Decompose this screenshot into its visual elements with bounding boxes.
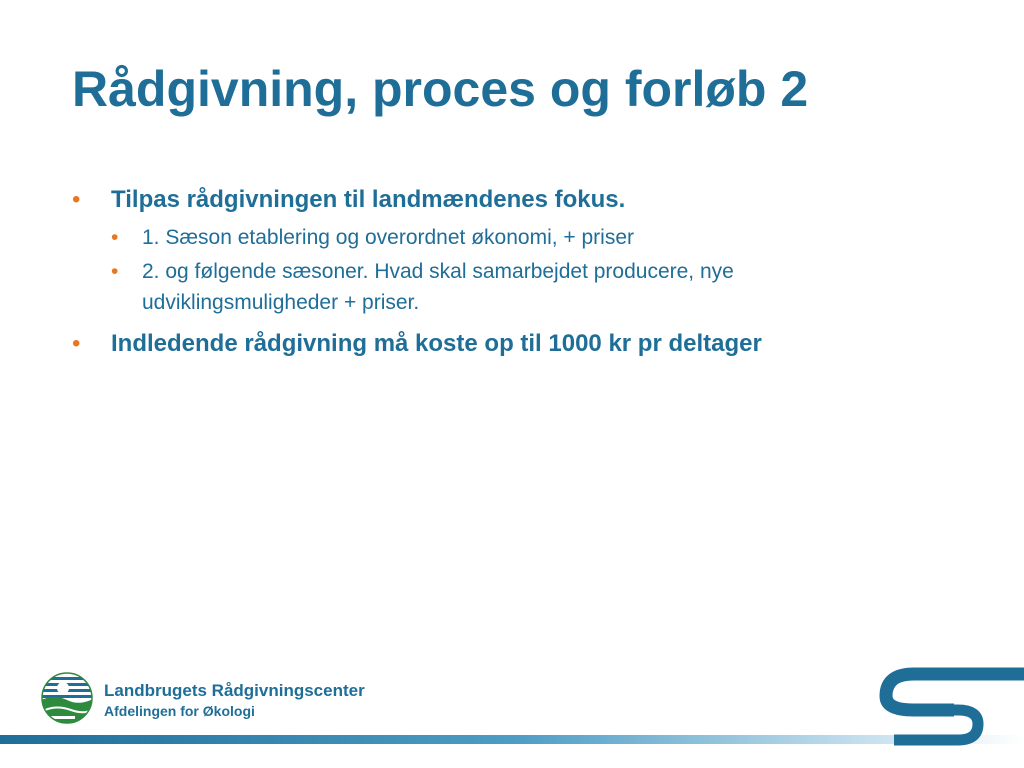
sub-bullet-text: 2. og følgende sæsoner. Hvad skal samarbejdet producere, nye udviklingsmuligheder + priser. (142, 260, 734, 314)
bullet-text: Indledende rådgivning må koste op til 1000 kr pr deltager (111, 330, 762, 358)
s-brand-mark-icon (874, 664, 1024, 746)
slide-content (72, 186, 972, 359)
landbrug-logo-icon (41, 672, 93, 724)
bullet-text: Tilpas rådgivningen til landmændenes fokus. (111, 186, 626, 213)
bullet-item (72, 186, 972, 318)
footer-band (0, 735, 1024, 744)
sub-bullet-text: 1. Sæson etablering og overordnet økonomi, + priser (142, 225, 635, 249)
org-name: Landbrugets Rådgivningscenter (104, 681, 365, 700)
sub-bullet-item (111, 257, 922, 318)
sub-bullet-item (111, 223, 922, 253)
slide-title: Rådgivning, proces og forløb 2 (72, 61, 809, 117)
sub-bullet-list (111, 223, 972, 318)
bullet-item (72, 330, 972, 359)
org-department: Afdelingen for Økologi (104, 703, 255, 719)
